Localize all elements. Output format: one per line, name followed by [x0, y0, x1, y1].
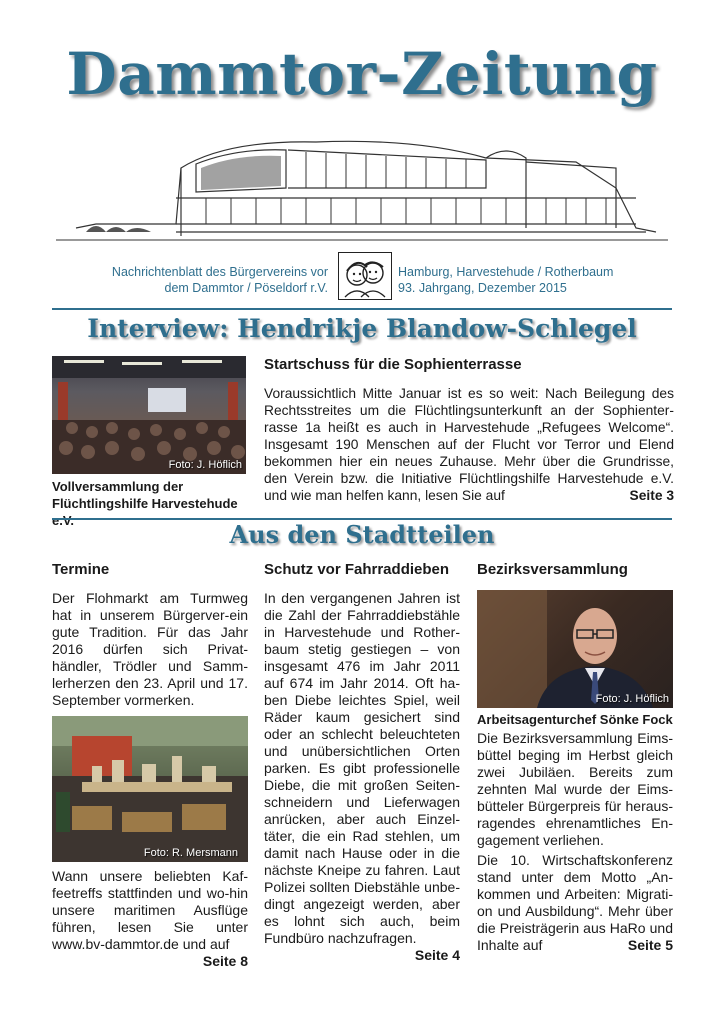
bezirk-body-1: Die Bezirksversammlung Eims-büttel beging im Herbst gleich zwei Jubiläen. Bereits zum zehnten Mal wurde der Eims-bütteler Bürgerpreis für heraus-ragendes ehrenamtliches En-gagement verliehen.: [477, 730, 673, 848]
interview-heading: Interview: Hendrikje Blandow-Schlegel: [87, 314, 637, 343]
assembly-photo-caption: Vollversammlung der Flüchtlingshilfe Harvestehude e.V.: [52, 479, 238, 528]
newspaper-title: Dammtor-Zeitung: [66, 40, 658, 108]
flea-market-photo-credit: Foto: R. Mersmann: [143, 847, 238, 859]
fahrrad-title: Schutz vor Fahrraddieben: [264, 561, 450, 578]
bezirk-body-2: [477, 852, 673, 954]
subtitle-left-line1: Nachrichtenblatt des Bürgervereins vor: [111, 265, 328, 279]
flea-market-photo: [52, 716, 248, 862]
bezirk-title: Bezirksversammlung: [477, 561, 628, 578]
termine-body-2: [52, 868, 248, 970]
seite-4-link[interactable]: Seite 4: [414, 947, 460, 963]
subtitle-right-line1: Hamburg, Harvestehude / Rotherbaum: [398, 265, 614, 279]
sophienterrasse-title: Startschuss für die Sophienterrasse: [264, 356, 522, 373]
stadtteile-heading: Aus den Stadtteilen: [229, 520, 495, 549]
subtitle-left-line2: dem Dammtor / Pöseldorf r.V.: [164, 281, 328, 295]
assembly-photo-scene: [52, 356, 246, 474]
fock-photo-caption: Arbeitsagenturchef Sönke Fock: [477, 712, 673, 727]
fahrrad-text: In den vergangenen Jahren ist die Zahl der Fahrraddiebstähle in Harvestehude und Rother-baum stetig gestiegen – von insgesamt 476 im Jahr 2011 auf 674 im Jahr 2014. Oft ha-ben Diebe leichtes Spiel, weil Räder kaum gesichert sind oder an schlecht beleuchteten und unübersichtlichen Orten parken. Es gibt professionelle Diebe, die mit großen Seiten-schneidern und Lieferwagen anrücken, aber auch Einzel-täter, die ein Rad stehlen, um damit nach Hause oder in die nächste Kneipe zu fahren. Laut Polizei sollten Diebstähle unbe-dingt angezeigt werden, aber es lohnt sich auch, beim Fundbüro nachzufragen.: [264, 590, 460, 946]
flea-market-scene: [52, 716, 248, 862]
association-logo: [338, 252, 392, 300]
fock-photo: [477, 590, 673, 708]
termine-body-1: Der Flohmarkt am Turmweg hat in unserem Bürgerver-ein gute Tradition. Für das Jahr 2016 dürfen sich Privat-händler, Trödler und Samm-lerherzen den 23. April und 17. September vormerken.: [52, 590, 248, 708]
assembly-photo: [52, 356, 246, 474]
subtitle-left: [60, 264, 328, 296]
termine-text-2: Wann unsere beliebten Kaf-feetreffs stattfinden und wo-hin unsere maritimen Ausflüge führen, lesen Sie unter www.bv-dammtor.de und auf: [52, 868, 248, 952]
subtitle-right: [398, 264, 658, 296]
seite-8-link[interactable]: Seite 8: [202, 953, 248, 969]
seite-5-link[interactable]: Seite 5: [627, 937, 673, 953]
assembly-photo-credit: Foto: J. Höflich: [168, 459, 242, 471]
fock-photo-credit: Foto: J. Höflich: [595, 693, 669, 705]
divider-top: [52, 308, 672, 310]
seite-3-link[interactable]: Seite 3: [629, 488, 674, 503]
subtitle-right-line2: 93. Jahrgang, Dezember 2015: [398, 281, 567, 295]
building-sketch: [56, 128, 668, 248]
fahrrad-body: [264, 590, 460, 964]
termine-title: Termine: [52, 561, 110, 578]
sophienterrasse-text: Voraussichtlich Mitte Januar ist es so weit: Nach Beilegung des Rechtsstreites um die Flüchtlingsunterkunft an der Sophienter-rasse 1a heißt es auch in Harvestehude „Refugees Welcome“. Insgesamt 190 Menschen auf der Flucht vor Terror und Elend bekommen hier ein neues Zuhause. Mehr über die Grundrisse, den Verein bzw. die Initiative Flüchtlingshilfe Harvestehude e.V. und wie man helfen kann, lesen Sie auf: [264, 386, 674, 503]
bezirk-text-2: Die 10. Wirtschaftskonferenz stand unter dem Motto „An-kommen und Arbeiten: Migrati-on und Ausbildung“. Mehr über die Preisträgerin aus HaRo und Inhalte auf: [477, 852, 673, 953]
sophienterrasse-body: [264, 385, 674, 504]
fock-portrait: [477, 590, 673, 708]
